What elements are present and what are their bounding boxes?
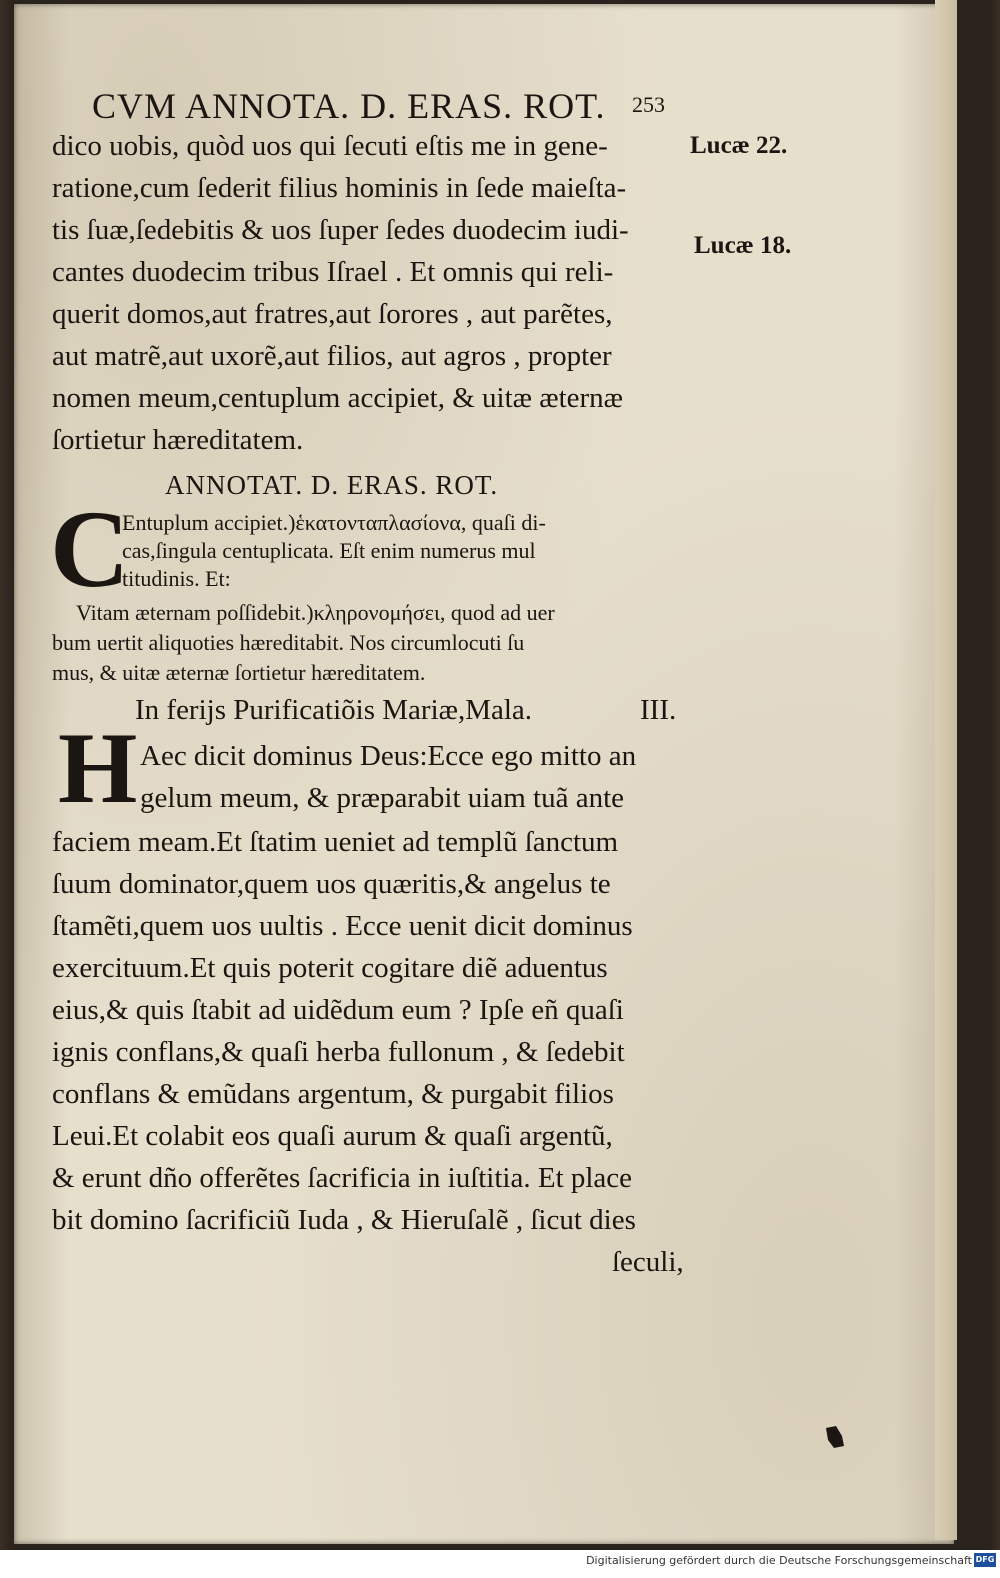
annotation-line: titudinis. Et: — [122, 566, 231, 591]
section-number: III. — [640, 694, 677, 726]
section-title: In ferijs Purificatiõis Mariæ,Mala. — [135, 694, 533, 726]
paper-edge — [935, 0, 957, 1540]
footer-credit: Digitalisierung gefördert durch die Deutsche Forschungsgemeinschaft — [586, 1554, 972, 1567]
section-line: & erunt dño offerẽtes ſacrificia in iuſtitia. Et place — [52, 1162, 633, 1194]
section-line: gelum meum, & præparabit uiam tuã ante — [140, 782, 625, 814]
catchword: ſeculi, — [612, 1246, 684, 1278]
annotation-drop-cap: C — [50, 488, 130, 610]
section-line: conflans & emũdans argentum, & purgabit filios — [52, 1078, 614, 1110]
section-line: exercituum.Et quis poterit cogitare diẽ aduentus — [52, 952, 608, 984]
body-line: aut matrẽ,aut uxorẽ,aut filios, aut agros , propter — [52, 340, 612, 372]
section-line: Leui.Et colabit eos quaſi aurum & quaſi argentũ, — [52, 1120, 613, 1152]
body-line: querit domos,aut fratres,aut ſorores , aut parẽtes, — [52, 298, 613, 330]
dfg-logo-icon: DFG — [974, 1553, 996, 1567]
body-line: ſortietur hæreditatem. — [52, 424, 304, 456]
body-line: tis ſuæ,ſedebitis & uos ſuper ſedes duodecim iudi- — [52, 214, 629, 246]
section-line: ſtamẽti,quem uos uultis . Ecce uenit dicit dominus — [52, 910, 633, 942]
body-line: dico uobis, quòd uos qui ſecuti eſtis me in gene- — [52, 130, 608, 162]
body-line: nomen meum,centuplum accipiet, & uitæ æternæ — [52, 382, 624, 414]
running-title: CVM ANNOTA. D. ERAS. ROT. — [92, 86, 606, 126]
section-line: eius,& quis ſtabit ad uidẽdum eum ? Ipſe eñ quaſi — [52, 994, 624, 1026]
annotation-line: Entuplum accipiet.)ἑκατονταπλασίονα, quaſi di- — [122, 510, 546, 535]
section-drop-cap: H — [58, 712, 138, 825]
annotation-line: mus, & uitæ æternæ ſortietur hæreditatem. — [52, 660, 426, 685]
section-line: ſuum dominator,quem uos quæritis,& angelus te — [52, 868, 611, 900]
annotation-line: cas,ſingula centuplicata. Eſt enim numerus mul — [122, 538, 536, 563]
section-line: bit domino ſacrificiũ Iuda , & Hieruſalẽ , ſicut dies — [52, 1204, 636, 1236]
annotation-line: bum uertit aliquoties hæreditabit. Nos circumlocuti ſu — [52, 630, 525, 655]
section-line: ignis conflans,& quaſi herba fullonum , & ſedebit — [52, 1036, 625, 1068]
section-line: Aec dicit dominus Deus:Ecce ego mitto an — [140, 740, 637, 772]
body-line: ratione,cum ſederit filius hominis in ſede maieſta- — [52, 172, 627, 204]
margin-note-luke-22: Lucæ 22. — [690, 132, 788, 159]
body-line: cantes duodecim tribus Iſrael . Et omnis qui reli- — [52, 256, 614, 288]
section-line: faciem meam.Et ſtatim ueniet ad templũ ſanctum — [52, 826, 619, 858]
annotation-heading: ANNOTAT. D. ERAS. ROT. — [165, 470, 499, 500]
margin-note-luke-18: Lucæ 18. — [694, 232, 792, 259]
page-number: 253 — [632, 92, 665, 117]
ink-blot-icon — [822, 1424, 846, 1450]
annotation-line: Vitam æternam poſſidebit.)κληρονομήσει, quod ad uer — [76, 600, 555, 625]
